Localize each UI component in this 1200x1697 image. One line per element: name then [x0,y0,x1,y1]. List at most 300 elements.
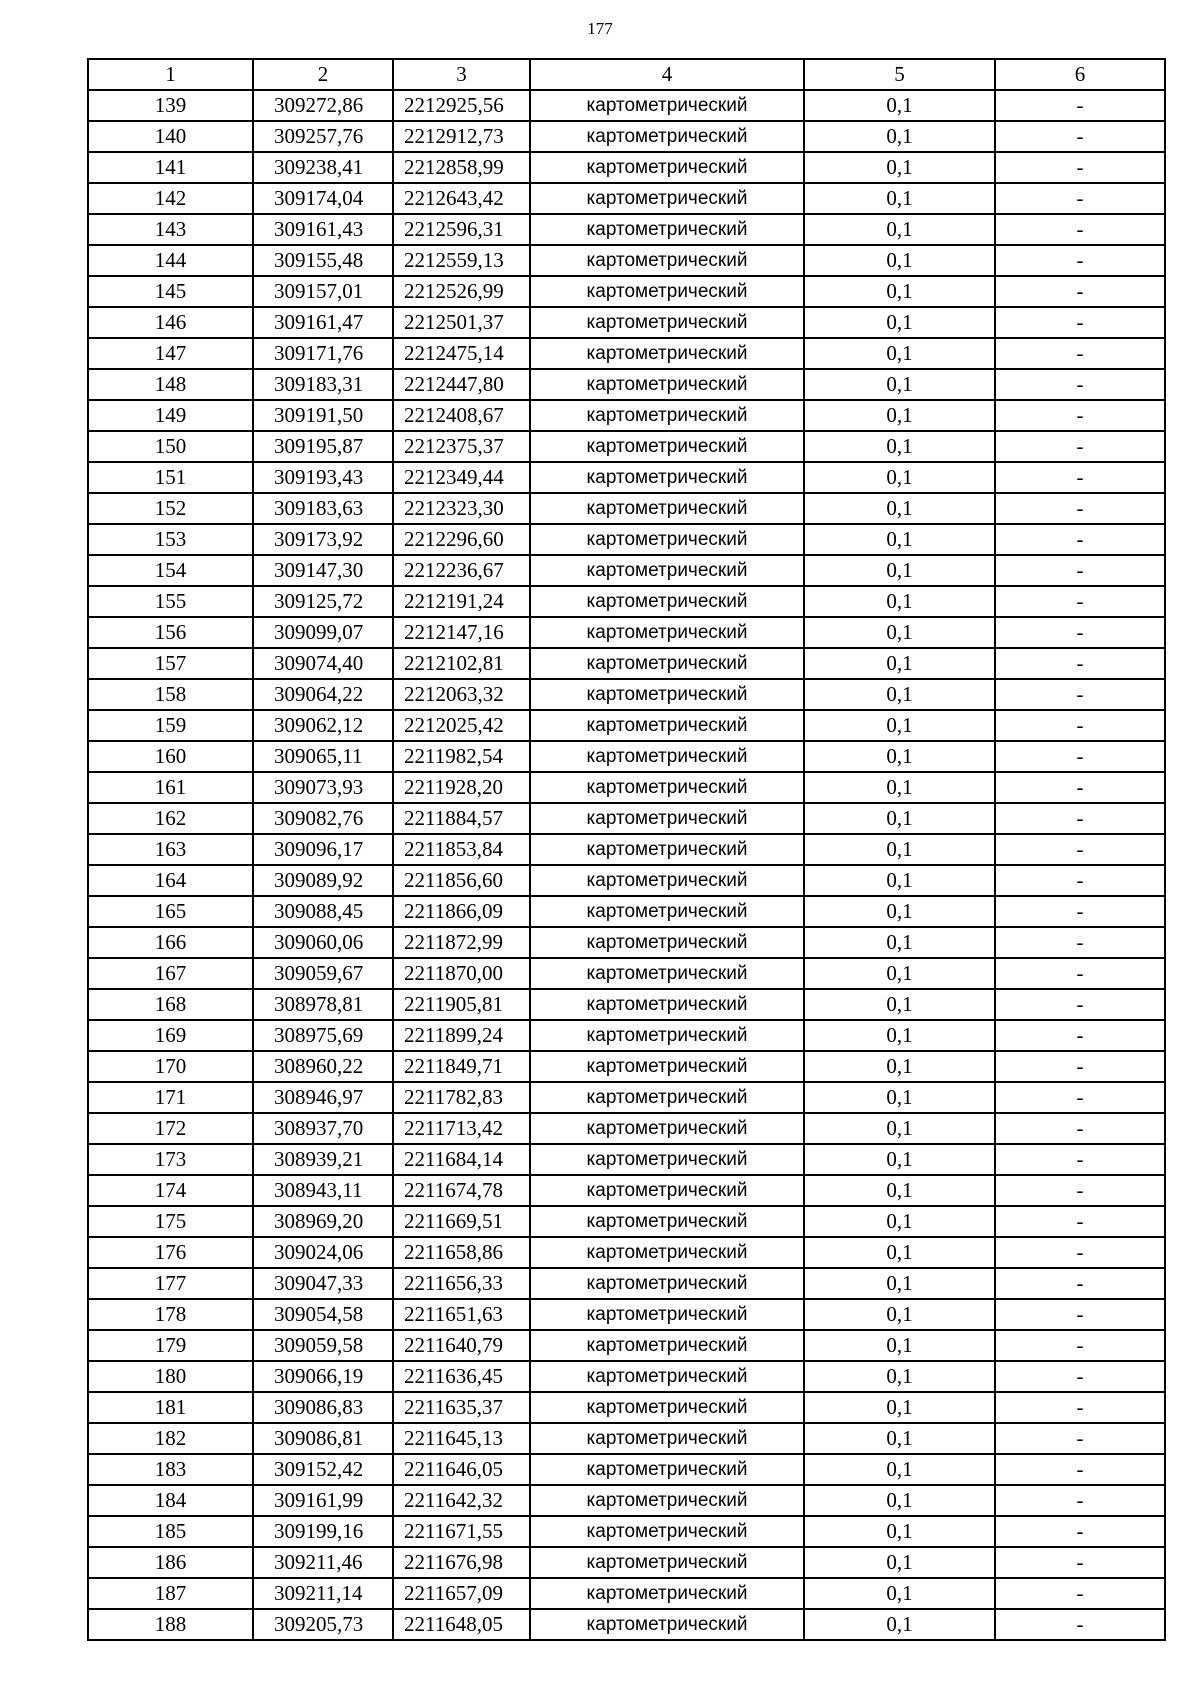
note-cell: - [995,245,1165,276]
method-cell: картометрический [530,1361,804,1392]
note-cell: - [995,400,1165,431]
x-coordinate-cell: 309099,07 [253,617,393,648]
method-cell: картометрический [530,1547,804,1578]
point-number-cell: 165 [88,896,253,927]
x-coordinate-cell: 309059,58 [253,1330,393,1361]
point-number-cell: 153 [88,524,253,555]
y-coordinate-cell: 2212375,37 [393,431,530,462]
note-cell: - [995,1268,1165,1299]
x-coordinate-cell: 309193,43 [253,462,393,493]
method-cell: картометрический [530,400,804,431]
note-cell: - [995,121,1165,152]
point-number-cell: 180 [88,1361,253,1392]
point-number-cell: 162 [88,803,253,834]
accuracy-cell: 0,1 [804,462,995,493]
accuracy-cell: 0,1 [804,524,995,555]
method-cell: картометрический [530,617,804,648]
method-cell: картометрический [530,245,804,276]
table-row [88,741,1165,772]
method-cell: картометрический [530,927,804,958]
accuracy-cell: 0,1 [804,214,995,245]
note-cell: - [995,1361,1165,1392]
table-row [88,276,1165,307]
table-row [88,338,1165,369]
note-cell: - [995,524,1165,555]
point-number-cell: 158 [88,679,253,710]
x-coordinate-cell: 309064,22 [253,679,393,710]
point-number-cell: 148 [88,369,253,400]
note-cell: - [995,1454,1165,1485]
point-number-cell: 161 [88,772,253,803]
x-coordinate-cell: 309096,17 [253,834,393,865]
x-coordinate-cell: 309059,67 [253,958,393,989]
table-row [88,772,1165,803]
x-coordinate-cell: 308969,20 [253,1206,393,1237]
x-coordinate-cell: 309161,47 [253,307,393,338]
note-cell: - [995,1516,1165,1547]
note-cell: - [995,214,1165,245]
table-row [88,834,1165,865]
accuracy-cell: 0,1 [804,1516,995,1547]
table-row [88,1578,1165,1609]
y-coordinate-cell: 2212643,42 [393,183,530,214]
x-coordinate-cell: 308937,70 [253,1113,393,1144]
point-number-cell: 168 [88,989,253,1020]
y-coordinate-cell: 2211866,09 [393,896,530,927]
header-row [88,59,1165,90]
y-coordinate-cell: 2211636,45 [393,1361,530,1392]
point-number-cell: 175 [88,1206,253,1237]
method-cell: картометрический [530,1392,804,1423]
table-row [88,1268,1165,1299]
point-number-cell: 179 [88,1330,253,1361]
note-cell: - [995,1082,1165,1113]
point-number-cell: 176 [88,1237,253,1268]
method-cell: картометрический [530,431,804,462]
point-number-cell: 173 [88,1144,253,1175]
method-cell: картометрический [530,1299,804,1330]
note-cell: - [995,493,1165,524]
method-cell: картометрический [530,555,804,586]
x-coordinate-cell: 309065,11 [253,741,393,772]
table-row [88,1609,1165,1640]
x-coordinate-cell: 309089,92 [253,865,393,896]
table-row [88,90,1165,121]
y-coordinate-cell: 2212191,24 [393,586,530,617]
x-coordinate-cell: 309171,76 [253,338,393,369]
accuracy-cell: 0,1 [804,710,995,741]
accuracy-cell: 0,1 [804,1051,995,1082]
y-coordinate-cell: 2211651,63 [393,1299,530,1330]
table-row [88,1299,1165,1330]
point-number-cell: 156 [88,617,253,648]
point-number-cell: 174 [88,1175,253,1206]
y-coordinate-cell: 2211905,81 [393,989,530,1020]
method-cell: картометрический [530,1020,804,1051]
x-coordinate-cell: 309024,06 [253,1237,393,1268]
method-cell: картометрический [530,90,804,121]
method-cell: картометрический [530,958,804,989]
table-row [88,462,1165,493]
table-row [88,710,1165,741]
method-cell: картометрический [530,803,804,834]
accuracy-cell: 0,1 [804,1361,995,1392]
header-col-1: 1 [88,59,253,90]
x-coordinate-cell: 309199,16 [253,1516,393,1547]
y-coordinate-cell: 2212063,32 [393,679,530,710]
x-coordinate-cell: 309073,93 [253,772,393,803]
coordinates-table [87,58,1166,1641]
method-cell: картометрический [530,834,804,865]
method-cell: картометрический [530,1423,804,1454]
point-number-cell: 139 [88,90,253,121]
accuracy-cell: 0,1 [804,927,995,958]
x-coordinate-cell: 309161,43 [253,214,393,245]
method-cell: картометрический [530,462,804,493]
table-row [88,865,1165,896]
table-row [88,1206,1165,1237]
point-number-cell: 185 [88,1516,253,1547]
table-row [88,524,1165,555]
header-col-6: 6 [995,59,1165,90]
method-cell: картометрический [530,1144,804,1175]
method-cell: картометрический [530,214,804,245]
method-cell: картометрический [530,493,804,524]
y-coordinate-cell: 2211982,54 [393,741,530,772]
method-cell: картометрический [530,1268,804,1299]
note-cell: - [995,1020,1165,1051]
note-cell: - [995,555,1165,586]
note-cell: - [995,1299,1165,1330]
note-cell: - [995,1578,1165,1609]
y-coordinate-cell: 2212323,30 [393,493,530,524]
accuracy-cell: 0,1 [804,1330,995,1361]
y-coordinate-cell: 2211899,24 [393,1020,530,1051]
x-coordinate-cell: 309211,46 [253,1547,393,1578]
method-cell: картометрический [530,1175,804,1206]
x-coordinate-cell: 309183,31 [253,369,393,400]
header-col-4: 4 [530,59,804,90]
accuracy-cell: 0,1 [804,183,995,214]
accuracy-cell: 0,1 [804,1020,995,1051]
x-coordinate-cell: 308975,69 [253,1020,393,1051]
note-cell: - [995,183,1165,214]
point-number-cell: 154 [88,555,253,586]
accuracy-cell: 0,1 [804,1392,995,1423]
note-cell: - [995,1237,1165,1268]
page-number: 177 [587,19,613,38]
note-cell: - [995,772,1165,803]
note-cell: - [995,1175,1165,1206]
accuracy-cell: 0,1 [804,865,995,896]
note-cell: - [995,1330,1165,1361]
table-row [88,1020,1165,1051]
table-row [88,400,1165,431]
table-row [88,1330,1165,1361]
accuracy-cell: 0,1 [804,834,995,865]
y-coordinate-cell: 2212858,99 [393,152,530,183]
accuracy-cell: 0,1 [804,245,995,276]
x-coordinate-cell: 308978,81 [253,989,393,1020]
table-row [88,183,1165,214]
table-row [88,896,1165,927]
table-row [88,245,1165,276]
method-cell: картометрический [530,772,804,803]
table-row [88,989,1165,1020]
method-cell: картометрический [530,338,804,369]
table-row [88,1144,1165,1175]
method-cell: картометрический [530,1082,804,1113]
table-row [88,1361,1165,1392]
x-coordinate-cell: 309082,76 [253,803,393,834]
x-coordinate-cell: 308946,97 [253,1082,393,1113]
point-number-cell: 144 [88,245,253,276]
method-cell: картометрический [530,1454,804,1485]
x-coordinate-cell: 309195,87 [253,431,393,462]
x-coordinate-cell: 309152,42 [253,1454,393,1485]
x-coordinate-cell: 309074,40 [253,648,393,679]
point-number-cell: 140 [88,121,253,152]
y-coordinate-cell: 2211640,79 [393,1330,530,1361]
y-coordinate-cell: 2211856,60 [393,865,530,896]
x-coordinate-cell: 309155,48 [253,245,393,276]
table-row [88,803,1165,834]
point-number-cell: 147 [88,338,253,369]
method-cell: картометрический [530,1237,804,1268]
point-number-cell: 177 [88,1268,253,1299]
point-number-cell: 169 [88,1020,253,1051]
x-coordinate-cell: 309174,04 [253,183,393,214]
x-coordinate-cell: 309211,14 [253,1578,393,1609]
point-number-cell: 183 [88,1454,253,1485]
note-cell: - [995,307,1165,338]
y-coordinate-cell: 2212475,14 [393,338,530,369]
x-coordinate-cell: 309161,99 [253,1485,393,1516]
note-cell: - [995,989,1165,1020]
y-coordinate-cell: 2212501,37 [393,307,530,338]
table-row [88,121,1165,152]
point-number-cell: 160 [88,741,253,772]
accuracy-cell: 0,1 [804,679,995,710]
accuracy-cell: 0,1 [804,152,995,183]
table-row [88,1547,1165,1578]
accuracy-cell: 0,1 [804,431,995,462]
method-cell: картометрический [530,307,804,338]
note-cell: - [995,1609,1165,1640]
y-coordinate-cell: 2212596,31 [393,214,530,245]
point-number-cell: 141 [88,152,253,183]
accuracy-cell: 0,1 [804,1547,995,1578]
x-coordinate-cell: 309086,81 [253,1423,393,1454]
note-cell: - [995,958,1165,989]
accuracy-cell: 0,1 [804,369,995,400]
x-coordinate-cell: 309173,92 [253,524,393,555]
table-row [88,1175,1165,1206]
method-cell: картометрический [530,1113,804,1144]
accuracy-cell: 0,1 [804,803,995,834]
accuracy-cell: 0,1 [804,958,995,989]
point-number-cell: 157 [88,648,253,679]
y-coordinate-cell: 2212526,99 [393,276,530,307]
note-cell: - [995,710,1165,741]
x-coordinate-cell: 309066,19 [253,1361,393,1392]
method-cell: картометрический [530,1051,804,1082]
point-number-cell: 184 [88,1485,253,1516]
y-coordinate-cell: 2211635,37 [393,1392,530,1423]
method-cell: картометрический [530,1330,804,1361]
x-coordinate-cell: 309125,72 [253,586,393,617]
point-number-cell: 163 [88,834,253,865]
y-coordinate-cell: 2211642,32 [393,1485,530,1516]
table-row [88,493,1165,524]
accuracy-cell: 0,1 [804,1113,995,1144]
table-row [88,369,1165,400]
accuracy-cell: 0,1 [804,989,995,1020]
note-cell: - [995,865,1165,896]
y-coordinate-cell: 2212102,81 [393,648,530,679]
y-coordinate-cell: 2212559,13 [393,245,530,276]
y-coordinate-cell: 2212025,42 [393,710,530,741]
table-row [88,1392,1165,1423]
y-coordinate-cell: 2211853,84 [393,834,530,865]
table-row [88,1423,1165,1454]
y-coordinate-cell: 2211884,57 [393,803,530,834]
note-cell: - [995,927,1165,958]
accuracy-cell: 0,1 [804,400,995,431]
point-number-cell: 182 [88,1423,253,1454]
y-coordinate-cell: 2211684,14 [393,1144,530,1175]
method-cell: картометрический [530,1485,804,1516]
y-coordinate-cell: 2211656,33 [393,1268,530,1299]
note-cell: - [995,1113,1165,1144]
method-cell: картометрический [530,679,804,710]
table-row [88,1051,1165,1082]
accuracy-cell: 0,1 [804,90,995,121]
note-cell: - [995,369,1165,400]
method-cell: картометрический [530,989,804,1020]
note-cell: - [995,648,1165,679]
y-coordinate-cell: 2212349,44 [393,462,530,493]
y-coordinate-cell: 2211928,20 [393,772,530,803]
method-cell: картометрический [530,1578,804,1609]
note-cell: - [995,90,1165,121]
accuracy-cell: 0,1 [804,586,995,617]
method-cell: картометрический [530,121,804,152]
method-cell: картометрический [530,276,804,307]
point-number-cell: 155 [88,586,253,617]
y-coordinate-cell: 2211645,13 [393,1423,530,1454]
point-number-cell: 145 [88,276,253,307]
table-body [88,90,1165,1640]
table-row [88,1082,1165,1113]
y-coordinate-cell: 2212408,67 [393,400,530,431]
point-number-cell: 146 [88,307,253,338]
accuracy-cell: 0,1 [804,1175,995,1206]
method-cell: картометрический [530,896,804,927]
note-cell: - [995,741,1165,772]
accuracy-cell: 0,1 [804,1299,995,1330]
table-row [88,307,1165,338]
note-cell: - [995,1423,1165,1454]
y-coordinate-cell: 2211658,86 [393,1237,530,1268]
table-row [88,555,1165,586]
note-cell: - [995,276,1165,307]
point-number-cell: 172 [88,1113,253,1144]
accuracy-cell: 0,1 [804,1609,995,1640]
header-col-2: 2 [253,59,393,90]
y-coordinate-cell: 2212912,73 [393,121,530,152]
y-coordinate-cell: 2211669,51 [393,1206,530,1237]
method-cell: картометрический [530,1516,804,1547]
x-coordinate-cell: 309088,45 [253,896,393,927]
note-cell: - [995,1392,1165,1423]
note-cell: - [995,803,1165,834]
y-coordinate-cell: 2212296,60 [393,524,530,555]
x-coordinate-cell: 309047,33 [253,1268,393,1299]
y-coordinate-cell: 2211671,55 [393,1516,530,1547]
method-cell: картометрический [530,741,804,772]
table-row [88,679,1165,710]
accuracy-cell: 0,1 [804,493,995,524]
header-col-3: 3 [393,59,530,90]
accuracy-cell: 0,1 [804,1144,995,1175]
y-coordinate-cell: 2211657,09 [393,1578,530,1609]
x-coordinate-cell: 309086,83 [253,1392,393,1423]
y-coordinate-cell: 2211782,83 [393,1082,530,1113]
x-coordinate-cell: 309054,58 [253,1299,393,1330]
y-coordinate-cell: 2211648,05 [393,1609,530,1640]
y-coordinate-cell: 2212925,56 [393,90,530,121]
accuracy-cell: 0,1 [804,1237,995,1268]
y-coordinate-cell: 2212447,80 [393,369,530,400]
accuracy-cell: 0,1 [804,555,995,586]
accuracy-cell: 0,1 [804,772,995,803]
note-cell: - [995,1206,1165,1237]
method-cell: картометрический [530,865,804,896]
x-coordinate-cell: 309060,06 [253,927,393,958]
x-coordinate-cell: 309272,86 [253,90,393,121]
method-cell: картометрический [530,524,804,555]
method-cell: картометрический [530,152,804,183]
accuracy-cell: 0,1 [804,1578,995,1609]
table-row [88,648,1165,679]
note-cell: - [995,431,1165,462]
note-cell: - [995,896,1165,927]
x-coordinate-cell: 309205,73 [253,1609,393,1640]
table-row [88,1485,1165,1516]
method-cell: картометрический [530,1206,804,1237]
point-number-cell: 170 [88,1051,253,1082]
table-row [88,152,1165,183]
accuracy-cell: 0,1 [804,307,995,338]
point-number-cell: 171 [88,1082,253,1113]
table-header [88,59,1165,90]
y-coordinate-cell: 2211674,78 [393,1175,530,1206]
method-cell: картометрический [530,1609,804,1640]
x-coordinate-cell: 309183,63 [253,493,393,524]
accuracy-cell: 0,1 [804,1485,995,1516]
point-number-cell: 149 [88,400,253,431]
table-row [88,927,1165,958]
header-col-5: 5 [804,59,995,90]
point-number-cell: 188 [88,1609,253,1640]
accuracy-cell: 0,1 [804,121,995,152]
point-number-cell: 186 [88,1547,253,1578]
point-number-cell: 151 [88,462,253,493]
table-row [88,1454,1165,1485]
accuracy-cell: 0,1 [804,648,995,679]
point-number-cell: 187 [88,1578,253,1609]
